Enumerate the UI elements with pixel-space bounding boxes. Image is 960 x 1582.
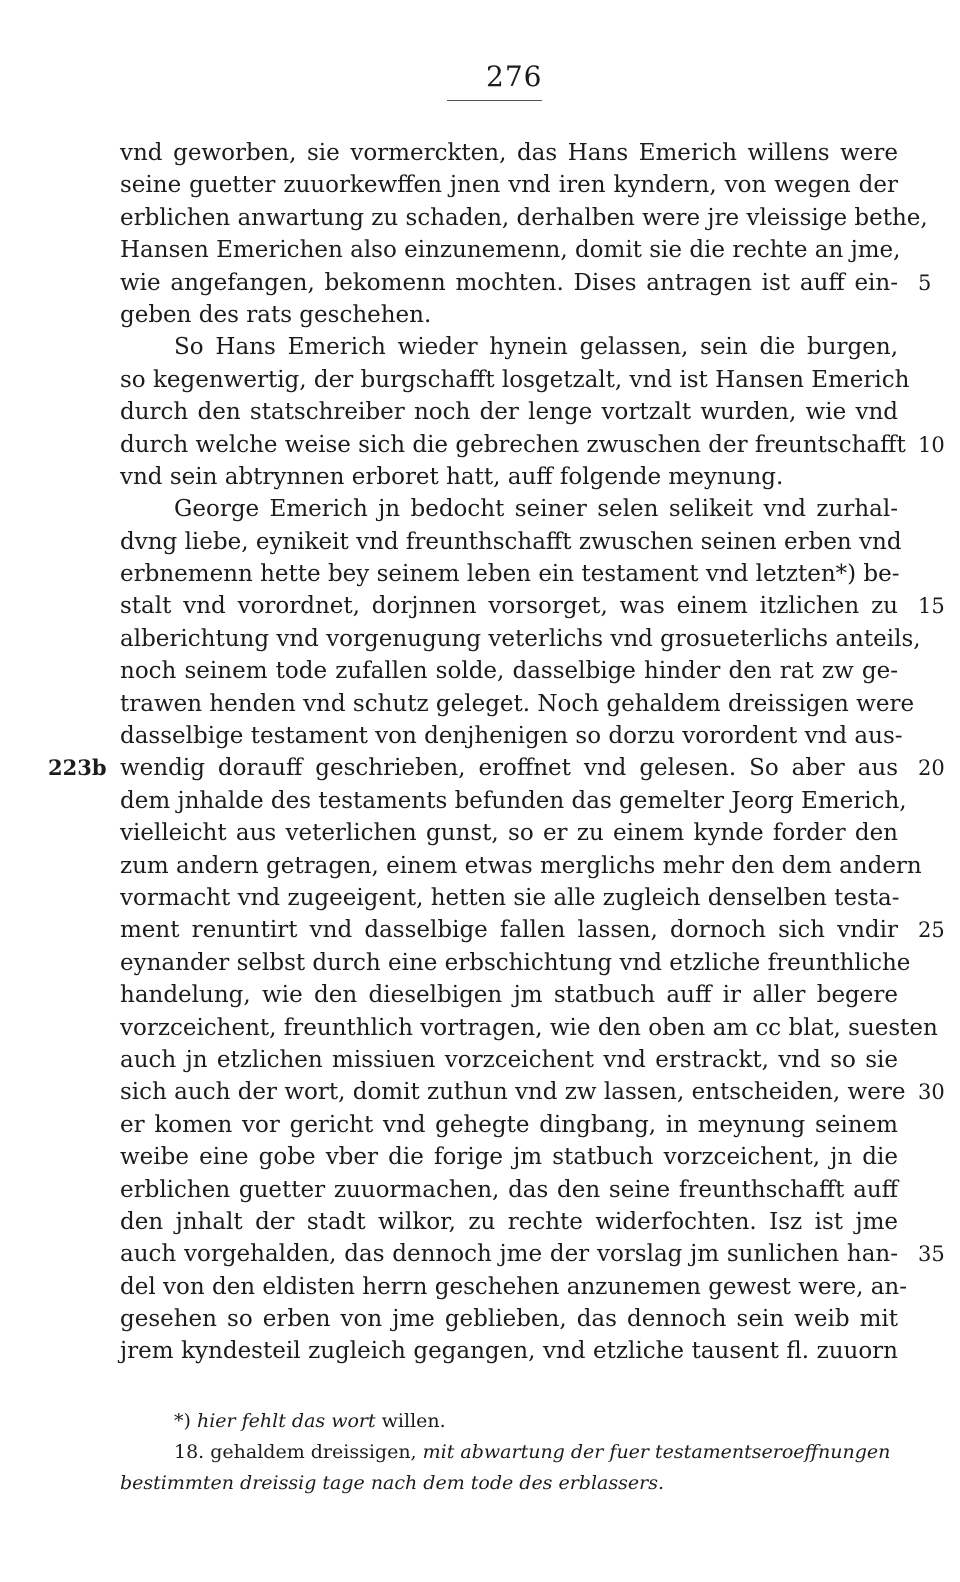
text-line — [120, 461, 898, 493]
text-line-content: dem jnhalde des testaments befunden das gemelter Jeorg Emerich, — [120, 787, 907, 814]
text-line-content: auch jn etzlichen missiuen vorzceichent vnd erstrackt, vnd so sie — [120, 1046, 898, 1073]
footnote-1-plain: willen. — [381, 1410, 446, 1432]
text-line — [120, 1012, 938, 1044]
text-line-content: sich auch der wort, domit zuthun vnd zw lassen, entscheiden, were — [120, 1079, 906, 1106]
text-line — [120, 914, 945, 946]
text-line-content: del von den eldisten herrn geschehen anzunemen gewest were, an- — [120, 1273, 908, 1300]
text-line-content: wie angefangen, bekomenn mochten. Dises antragen ist auff ein- — [120, 269, 898, 296]
text-line — [120, 234, 901, 266]
text-line-content: George Emerich jn bedocht seiner selen selikeit vnd zurhal- — [174, 496, 898, 523]
text-line — [120, 1044, 898, 1076]
footnote-2-line-1 — [120, 1437, 898, 1468]
text-line-content: So Hans Emerich wieder hynein gelassen, sein die burgen, — [174, 334, 898, 361]
text-line — [120, 202, 928, 234]
text-line-content: den jnhalt der stadt wilkor, zu rechte widerfochten. Isz ist jme — [120, 1208, 898, 1235]
text-line — [120, 1109, 898, 1141]
text-line — [120, 785, 907, 817]
text-line-content: jrem kyndesteil zugleich gegangen, vnd etzliche tausent fl. zuuorn — [120, 1338, 898, 1365]
text-line-content: wendig dorauff geschrieben, eroffnet vnd gelesen. So aber aus — [120, 755, 898, 782]
text-line-content: durch den statschreiber noch der lenge vortzalt wurden, wie vnd — [120, 399, 898, 426]
text-line — [120, 882, 898, 914]
text-line-content: erblichen anwartung zu schaden, derhalben were jre vleissige bethe, — [120, 204, 928, 231]
header-rule — [447, 100, 542, 101]
text-line-content: weibe eine gobe vber die forige jm statbuch vorzceichent, jn die — [120, 1144, 898, 1171]
text-line-content: vorzceichent, freunthlich vortragen, wie den oben am cc blat, suesten — [120, 1014, 938, 1041]
text-line-content: durch welche weise sich die gebrechen zwuschen der freuntschafft — [120, 431, 906, 458]
text-line — [120, 1271, 908, 1303]
text-line — [120, 169, 898, 201]
text-line-content: dvng liebe, eynikeit vnd freunthschafft zwuschen seinen erben vnd — [120, 528, 902, 555]
text-line — [120, 331, 898, 363]
line-number: 30 — [918, 1080, 945, 1105]
text-line — [120, 1238, 945, 1270]
text-line-content: ment renuntirt vnd dasselbige fallen lassen, dornoch sich vndir — [120, 917, 898, 944]
text-line-content: so kegenwertig, der burgschafft losgetzalt, vnd ist Hansen Emerich — [120, 366, 910, 393]
text-line — [120, 850, 922, 882]
text-line — [120, 558, 898, 590]
footnote-2-italic-a: mit abwartung der fuer testamentseroeffnungen — [422, 1441, 891, 1463]
text-line — [120, 590, 945, 622]
line-number: 25 — [918, 918, 945, 943]
footnote-1 — [120, 1406, 898, 1437]
text-line-content: erblichen guetter zuuormachen, das den seine freunthschafft auff — [120, 1176, 898, 1203]
text-line-content: vormacht vnd zugeeigent, hetten sie alle zugleich denselben testa- — [120, 884, 900, 911]
text-line-content: handelung, wie den dieselbigen jm statbuch auff ir aller begere — [120, 982, 898, 1009]
text-line-content: vnd sein abtrynnen erboret hatt, auff folgende meynung. — [120, 463, 784, 490]
text-line — [120, 364, 910, 396]
text-line — [120, 1206, 898, 1238]
text-line — [120, 1174, 898, 1206]
text-line — [120, 1141, 898, 1173]
page-number: 276 — [486, 60, 543, 93]
text-line-content: Hansen Emerichen also einzunemenn, domit sie die rechte an jme, — [120, 237, 901, 264]
text-line — [120, 947, 911, 979]
text-line-content: geben des rats geschehen. — [120, 301, 432, 328]
footnote-2-ref: 18. gehaldem dreissigen, — [174, 1441, 417, 1463]
text-line-content: vielleicht aus veterlichen gunst, so er zu einem kynde forder den — [120, 820, 898, 847]
line-number: 5 — [918, 270, 932, 295]
text-line-content: trawen henden vnd schutz geleget. Noch gehaldem dreissigen were — [120, 690, 915, 717]
text-line-content: auch vorgehalden, das dennoch jme der vorslag jm sunlichen han- — [120, 1241, 898, 1268]
text-line — [120, 720, 903, 752]
footnote-2-line-2: bestimmten dreissig tage nach dem tode des erblassers. — [120, 1472, 664, 1494]
text-line — [120, 267, 932, 299]
text-line — [120, 526, 902, 558]
text-line-content: gesehen so erben von jme geblieben, das dennoch sein weib mit — [120, 1306, 898, 1333]
text-line — [120, 1303, 898, 1335]
text-line — [120, 137, 898, 169]
text-line-content: stalt vnd vorordnet, dorjnnen vorsorget, was einem itzlichen zu — [120, 593, 898, 620]
text-line — [120, 655, 898, 687]
text-line-content: noch seinem tode zufallen solde, dasselbige hinder den rat zw ge- — [120, 658, 898, 685]
text-line — [120, 1335, 898, 1367]
footnote-1-italic: hier fehlt das wort — [196, 1410, 376, 1432]
text-line-content: eynander selbst durch eine erbschichtung vnd etzliche freunthliche — [120, 949, 911, 976]
line-number: 10 — [918, 432, 945, 457]
footnote-1-mark: *) — [174, 1410, 191, 1432]
text-line — [120, 429, 945, 461]
text-line — [120, 396, 898, 428]
text-line-content: er komen vor gericht vnd gehegte dingbang, in meynung seinem — [120, 1111, 898, 1138]
text-line-content: alberichtung vnd vorgenugung veterlichs vnd grosueterlichs anteils, — [120, 625, 921, 652]
text-line-content: vnd geworben, sie vormerckten, das Hans Emerich willens were — [120, 140, 898, 166]
body-text — [48, 137, 945, 1368]
text-line-content: seine guetter zuuorkewffen jnen vnd iren kyndern, von wegen der — [120, 172, 898, 199]
footnotes — [120, 1406, 898, 1499]
line-number: 20 — [918, 756, 945, 781]
text-line-content: zum andern getragen, einem etwas merglichs mehr den dem andern — [120, 852, 922, 879]
folio-marker: 223b — [48, 755, 107, 781]
text-line — [120, 493, 898, 525]
line-number: 15 — [918, 594, 945, 619]
text-line — [120, 623, 921, 655]
text-line-content: dasselbige testament von denjhenigen so dorzu vorordent vnd aus- — [120, 723, 903, 750]
text-line — [120, 299, 898, 331]
text-line — [120, 1076, 945, 1108]
text-line — [120, 688, 915, 720]
text-line-content: erbnemenn hette bey seinem leben ein testament vnd letzten*) be- — [120, 561, 900, 588]
text-line — [120, 817, 898, 849]
text-line — [48, 752, 945, 784]
text-line — [120, 979, 898, 1011]
line-number: 35 — [918, 1242, 945, 1267]
